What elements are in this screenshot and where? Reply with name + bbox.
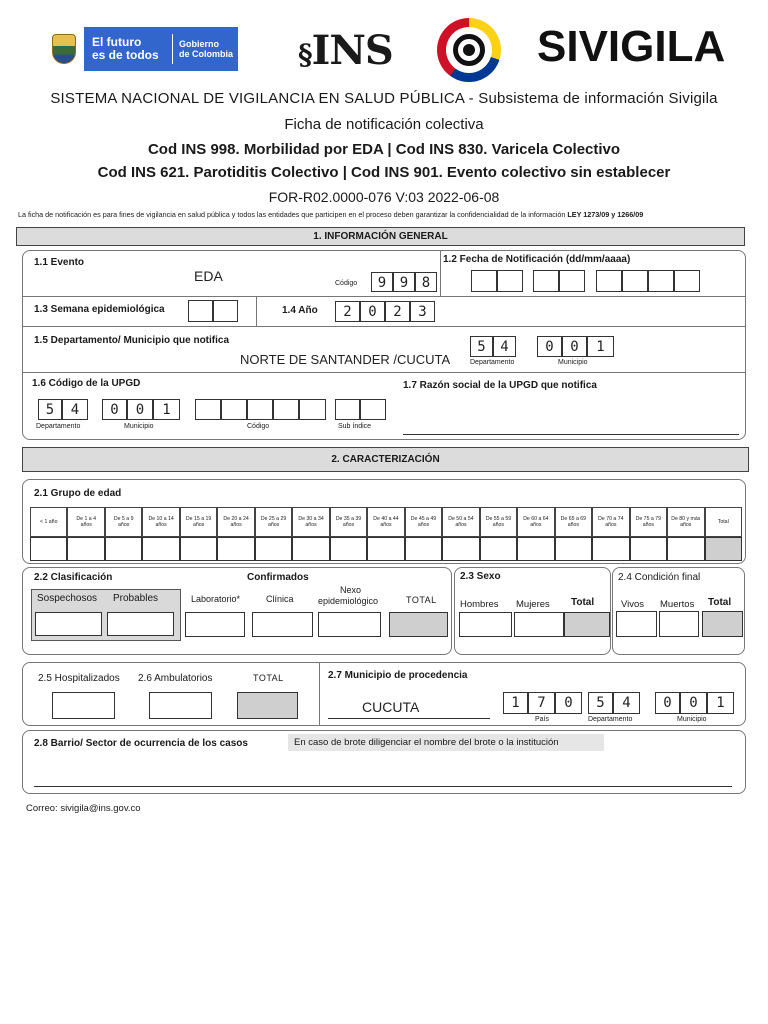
age-group-header: < 1 año — [30, 507, 67, 537]
grupo-edad-table — [30, 507, 742, 561]
age-group-header: De 55 a 59 años — [480, 507, 517, 537]
barrio-hint: En caso de brote diligenciar el nombre del brote o la institución — [288, 734, 604, 751]
confirmados-label: Confirmados — [247, 572, 309, 583]
proc-muni-digit-2[interactable]: 0 — [680, 692, 707, 714]
ambulatorios-label: 2.6 Ambulatorios — [138, 673, 213, 684]
age-group-header: De 50 a 54 años — [442, 507, 479, 537]
age-group-header: De 70 a 74 años — [592, 507, 629, 537]
proc-depto-digit-2[interactable]: 4 — [613, 692, 640, 714]
age-group-input[interactable] — [330, 537, 367, 561]
evento-label: 1.1 Evento — [34, 257, 85, 268]
age-group-input[interactable] — [555, 537, 592, 561]
vivos-label: Vivos — [621, 599, 645, 610]
probables-input[interactable] — [107, 612, 174, 636]
hombres-input[interactable] — [459, 612, 512, 637]
age-group-header: De 45 a 49 años — [405, 507, 442, 537]
anio-digit-4[interactable]: 3 — [410, 301, 435, 322]
codigo-digit-1[interactable]: 9 — [371, 272, 393, 292]
age-group-header: De 20 a 24 años — [217, 507, 254, 537]
upgd-codigo-caption: Código — [247, 423, 270, 430]
fecha-month-1[interactable] — [533, 270, 559, 292]
clasificacion-total-label: TOTAL — [406, 595, 437, 605]
sexo-total-label: Total — [571, 597, 595, 608]
semana-digit-1[interactable] — [188, 300, 213, 322]
laboratorio-input[interactable] — [185, 612, 245, 637]
upgd-subindice-digit-1[interactable] — [335, 399, 360, 420]
form-version: FOR-R02.0000-076 V:03 2022-06-08 — [268, 189, 500, 205]
gobierno-colombia-logo — [44, 27, 238, 71]
age-group-input[interactable] — [105, 537, 142, 561]
age-group-header: De 75 a 79 años — [630, 507, 667, 537]
fecha-notificacion-label: 1.2 Fecha de Notificación (dd/mm/aaaa) — [443, 254, 631, 265]
anio-label: 1.4 Año — [282, 305, 318, 316]
sivigila-logo-text: SIVIGILA — [537, 22, 726, 71]
age-group-header: De 40 a 44 años — [367, 507, 404, 537]
age-group-input[interactable] — [667, 537, 704, 561]
age-group-input[interactable] — [630, 537, 667, 561]
municipio-procedencia-value[interactable]: CUCUTA — [362, 699, 420, 715]
age-group-input[interactable] — [142, 537, 179, 561]
section-1-header: 1. INFORMACIÓN GENERAL — [16, 227, 745, 246]
upgd-subindice-digit-2[interactable] — [360, 399, 386, 420]
ins-logo: §INS — [298, 27, 393, 74]
semana-digit-2[interactable] — [213, 300, 238, 322]
colombia-crest-icon — [44, 27, 84, 71]
vivos-input[interactable] — [616, 611, 657, 637]
event-codes-line2: Cod INS 621. Parotiditis Colectivo | Cod INS 901. Evento colectivo sin establecer — [97, 164, 671, 181]
nexo-label-1: Nexo — [340, 585, 362, 595]
fecha-month-2[interactable] — [559, 270, 585, 292]
hosp-total-label: TOTAL — [253, 673, 284, 683]
proc-muni-digit-1[interactable]: 0 — [655, 692, 680, 714]
proc-municipio-caption: Municipio — [677, 716, 707, 723]
age-group-header: De 1 a 4 años — [67, 507, 104, 537]
upgd-codigo-digit-1[interactable] — [195, 399, 221, 420]
fecha-day-1[interactable] — [471, 270, 497, 292]
mujeres-input[interactable] — [514, 612, 564, 637]
age-group-header: De 65 a 69 años — [555, 507, 592, 537]
upgd-subindice-caption: Sub índice — [338, 423, 372, 430]
age-group-header: De 30 a 34 años — [292, 507, 329, 537]
barrio-label: 2.8 Barrio/ Sector de ocurrencia de los casos — [34, 738, 248, 749]
grupo-edad-label: 2.1 Grupo de edad — [34, 488, 122, 499]
age-group-header: De 80 y más años — [667, 507, 704, 537]
upgd-codigo-digit-3[interactable] — [247, 399, 273, 420]
anio-digit-1[interactable]: 2 — [335, 301, 360, 322]
depto-municipio-value[interactable]: NORTE DE SANTANDER /CUCUTA — [240, 352, 451, 367]
upgd-codigo-digit-5[interactable] — [299, 399, 326, 420]
notifica-muni-digit-3[interactable]: 1 — [587, 336, 614, 357]
sivigila-eye-icon — [437, 18, 501, 82]
codigo-label: Código — [335, 280, 358, 287]
age-group-input[interactable] — [480, 537, 517, 561]
age-group-input[interactable] — [517, 537, 554, 561]
age-group-input[interactable] — [405, 537, 442, 561]
hospitalizados-label: 2.5 Hospitalizados — [38, 673, 120, 684]
form-title: Ficha de notificación colectiva — [284, 116, 484, 133]
age-group-input[interactable] — [592, 537, 629, 561]
fecha-year-4[interactable] — [674, 270, 700, 292]
codigo-digit-3[interactable]: 8 — [415, 272, 437, 292]
clasificacion-label: 2.2 Clasificación — [34, 572, 113, 583]
pais-digit-2[interactable]: 7 — [528, 692, 555, 714]
pais-digit-1[interactable]: 1 — [503, 692, 528, 714]
age-total-input — [705, 537, 742, 561]
razon-social-input[interactable] — [403, 434, 739, 435]
age-group-header: De 25 a 29 años — [255, 507, 292, 537]
fecha-day-2[interactable] — [497, 270, 523, 292]
age-group-header: De 35 a 39 años — [330, 507, 367, 537]
hombres-label: Hombres — [460, 599, 499, 610]
upgd-muni-digit-3[interactable]: 1 — [153, 399, 180, 420]
section-2-header: 2. CARACTERIZACIÓN — [22, 447, 749, 472]
anio-digit-2[interactable]: 0 — [360, 301, 385, 322]
laboratorio-label: Laboratorio* — [191, 594, 241, 604]
probables-label: Probables — [113, 593, 159, 604]
semana-label: 1.3 Semana epidemiológica — [34, 304, 165, 315]
age-group-header: Total — [705, 507, 742, 537]
event-codes-line1: Cod INS 998. Morbilidad por EDA | Cod INS 830. Varicela Colectivo — [147, 141, 621, 158]
fecha-year-2[interactable] — [622, 270, 648, 292]
gov-slogan: El futuro es de todos — [92, 35, 159, 62]
pais-digit-3[interactable]: 0 — [555, 692, 582, 714]
notifica-depto-digit-1[interactable]: 5 — [470, 336, 493, 357]
age-group-input[interactable] — [30, 537, 67, 561]
clasificacion-total-input — [389, 612, 448, 637]
system-title: SISTEMA NACIONAL DE VIGILANCIA EN SALUD PÚBLICA - Subsistema de información Sivigila — [50, 90, 718, 107]
upgd-muni-digit-1[interactable]: 0 — [102, 399, 127, 420]
departamento-caption: Departamento — [470, 359, 515, 366]
age-group-input[interactable] — [180, 537, 217, 561]
correo-contacto: Correo: sivigila@ins.gov.co — [26, 803, 141, 814]
proc-depto-digit-1[interactable]: 5 — [588, 692, 613, 714]
age-group-input[interactable] — [255, 537, 292, 561]
upgd-depto-digit-2[interactable]: 4 — [62, 399, 88, 420]
fecha-year-3[interactable] — [648, 270, 674, 292]
clinica-label: Clínica — [266, 594, 294, 604]
codigo-digit-2[interactable]: 9 — [393, 272, 415, 292]
age-group-input[interactable] — [292, 537, 329, 561]
nexo-label-2: epidemiológico — [318, 596, 379, 606]
barrio-input[interactable] — [34, 786, 732, 787]
sospechosos-input[interactable] — [35, 612, 102, 636]
hosp-total-input — [237, 692, 298, 719]
fecha-year-1[interactable] — [596, 270, 622, 292]
sexo-total-input — [564, 612, 610, 637]
upgd-code-label: 1.6 Código de la UPGD — [32, 378, 141, 389]
sexo-label: 2.3 Sexo — [460, 571, 501, 582]
age-group-header: De 5 a 9 años — [105, 507, 142, 537]
age-group-input[interactable] — [67, 537, 104, 561]
muertos-input[interactable] — [659, 611, 699, 637]
notifica-muni-digit-1[interactable]: 0 — [537, 336, 562, 357]
age-group-header: De 10 a 14 años — [142, 507, 179, 537]
upgd-codigo-digit-2[interactable] — [221, 399, 247, 420]
condicion-final-label: 2.4 Condición final — [618, 572, 701, 583]
proc-muni-digit-3[interactable]: 1 — [707, 692, 734, 714]
anio-digit-3[interactable]: 2 — [385, 301, 410, 322]
notifica-muni-digit-2[interactable]: 0 — [562, 336, 587, 357]
condicion-total-label: Total — [708, 597, 732, 608]
evento-value[interactable]: EDA — [194, 268, 223, 284]
proc-departamento-caption: Departamento — [588, 716, 633, 723]
pais-caption: País — [535, 716, 550, 723]
nexo-input[interactable] — [318, 612, 381, 637]
mujeres-label: Mujeres — [516, 599, 550, 610]
notifica-depto-digit-2[interactable]: 4 — [493, 336, 516, 357]
razon-social-label: 1.7 Razón social de la UPGD que notifica — [403, 380, 597, 391]
upgd-departamento-caption: Departamento — [36, 423, 81, 430]
age-group-input[interactable] — [367, 537, 404, 561]
gov-name: Gobierno de Colombia — [179, 39, 234, 59]
age-group-input[interactable] — [442, 537, 479, 561]
sospechosos-label: Sospechosos — [37, 593, 98, 604]
clinica-input[interactable] — [252, 612, 313, 637]
ambulatorios-input[interactable] — [149, 692, 212, 719]
condicion-total-input — [702, 611, 743, 637]
municipio-procedencia-label: 2.7 Municipio de procedencia — [328, 670, 468, 681]
upgd-codigo-digit-4[interactable] — [273, 399, 299, 420]
confidentiality-notice: La ficha de notificación es para fines de vigilancia en salud pública y todos las entidades que participen en el proceso deben garantizar la confidencialidad de la información LEY 1273/09 y 1266/09 — [18, 210, 644, 219]
hospitalizados-input[interactable] — [52, 692, 115, 719]
upgd-muni-digit-2[interactable]: 0 — [127, 399, 153, 420]
depto-municipio-label: 1.5 Departamento/ Municipio que notifica — [34, 335, 230, 346]
age-group-input[interactable] — [217, 537, 254, 561]
age-group-header: De 15 a 19 años — [180, 507, 217, 537]
upgd-municipio-caption: Municipio — [124, 423, 154, 430]
upgd-depto-digit-1[interactable]: 5 — [38, 399, 62, 420]
age-group-header: De 60 a 64 años — [517, 507, 554, 537]
municipio-caption: Municipio — [558, 359, 588, 366]
muertos-label: Muertos — [660, 599, 695, 610]
